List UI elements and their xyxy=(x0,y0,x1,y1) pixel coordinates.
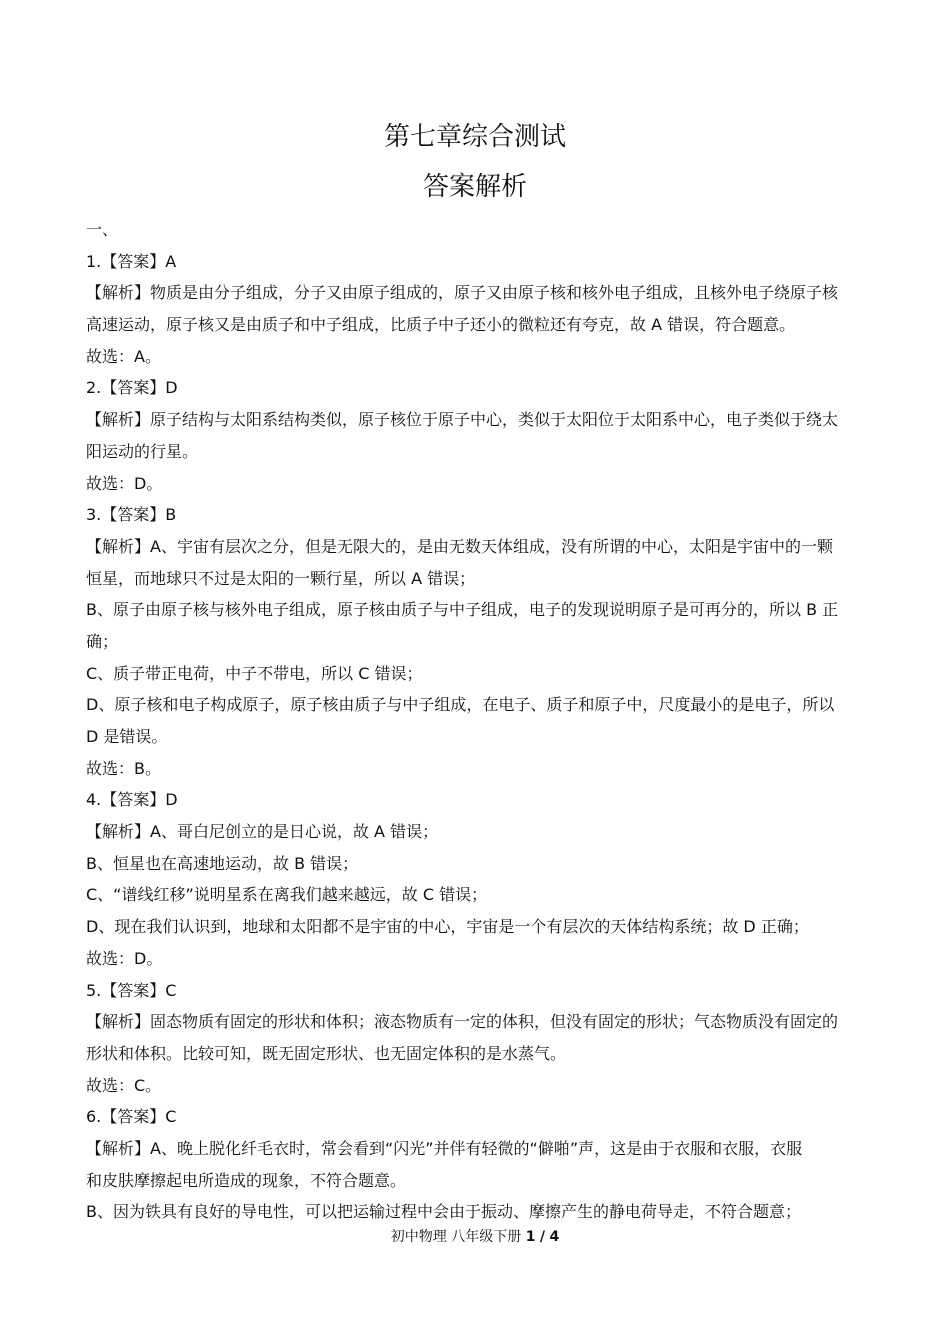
text-line: C、“谱线红移”说明星系在离我们越来越远，故 C 错误； xyxy=(86,885,488,905)
text-line: 3.【答案】B xyxy=(86,505,177,525)
text-line: 和皮肤摩擦起电所造成的现象，不符合题意。 xyxy=(86,1170,407,1190)
text-line: D 是错误。 xyxy=(86,727,168,746)
text-line: 故选：D。 xyxy=(86,948,163,968)
text-line: 【解析】固态物质有固定的形状和体积；液态物质有一定的体积，但没有固定的形状；气态物质没有固定的 xyxy=(86,1012,839,1032)
document-subtitle: 答案解析 xyxy=(422,172,527,202)
text-line: B、恒星也在高速地运动，故 B 错误； xyxy=(86,853,359,873)
text-line: 【解析】A、晚上脱化纤毛衣时，常会看到“闪光”并伴有轻微的“僻啪”声，这是由于衣服和衣服，衣服 xyxy=(86,1138,803,1158)
text-line: 阳运动的行星。 xyxy=(86,441,199,461)
text-line: 形状和体积。比较可知，既无固定形状、也无固定体积的是水蒸气。 xyxy=(86,1043,567,1063)
document-title: 第七章综合测试 xyxy=(383,122,566,152)
text-line: 6.【答案】C xyxy=(86,1107,177,1127)
text-line: B、原子由原子核与核外电子组成，原子核由质子与中子组成，电子的发现说明原子是可再分的，所以 B 正 xyxy=(86,600,839,620)
text-line: C、质子带正电荷，中子不带电，所以 C 错误； xyxy=(86,663,423,683)
text-line: 2.【答案】D xyxy=(86,378,178,398)
answer-body xyxy=(86,214,870,1228)
text-line: 故选：A。 xyxy=(86,346,161,366)
text-line: 【解析】原子结构与太阳系结构类似，原子核位于原子中心，类似于太阳位于太阳系中心，电子类似于绕太 xyxy=(86,410,839,430)
text-line: 故选：B。 xyxy=(86,758,161,778)
text-line: 5.【答案】C xyxy=(86,980,177,1000)
text-line: 4.【答案】D xyxy=(86,790,178,810)
footer-page-total: 4 xyxy=(549,1229,560,1245)
text-line: B、因为铁具有良好的导电性，可以把运输过程中会由于振动、摩擦产生的静电荷导走，不符合题意； xyxy=(86,1202,801,1222)
text-line: D、原子核和电子构成原子，原子核由质子与中子组成，在电子、质子和原子中，尺度最小的是电子，所以 xyxy=(86,695,835,715)
text-line: 一、 xyxy=(86,220,119,239)
footer-page-number: 1 xyxy=(525,1229,536,1245)
text-line: D、现在我们认识到，地球和太阳都不是宇宙的中心，宇宙是一个有层次的天体结构系统；故 D 正确； xyxy=(86,917,809,937)
text-line: 故选：C。 xyxy=(86,1075,162,1095)
text-line: 高速运动，原子核又是由质子和中子组成，比质子中子还小的微粒还有夸克，故 A 错误，符合题意。 xyxy=(86,315,796,335)
text-line: 【解析】A、宇宙有层次之分，但是无限大的，是由无数天体组成，没有所谓的中心，太阳是宇宙中的一颗 xyxy=(86,536,833,556)
page-footer xyxy=(0,1226,950,1248)
footer-label: 初中物理 八年级下册 xyxy=(390,1229,522,1245)
text-line: 确； xyxy=(86,631,119,651)
text-line: 【解析】物质是由分子组成，分子又由原子组成的，原子又由原子核和核外电子组成，且核外电子绕原子核 xyxy=(86,283,839,303)
text-line: 【解析】A、哥白尼创立的是日心说，故 A 错误； xyxy=(86,822,439,842)
text-line: 故选：D。 xyxy=(86,473,163,493)
text-line: 恒星，而地球只不过是太阳的一颗行星，所以 A 错误； xyxy=(86,568,476,588)
text-line: 1.【答案】A xyxy=(86,251,177,271)
footer-page-separator: / xyxy=(539,1229,546,1245)
